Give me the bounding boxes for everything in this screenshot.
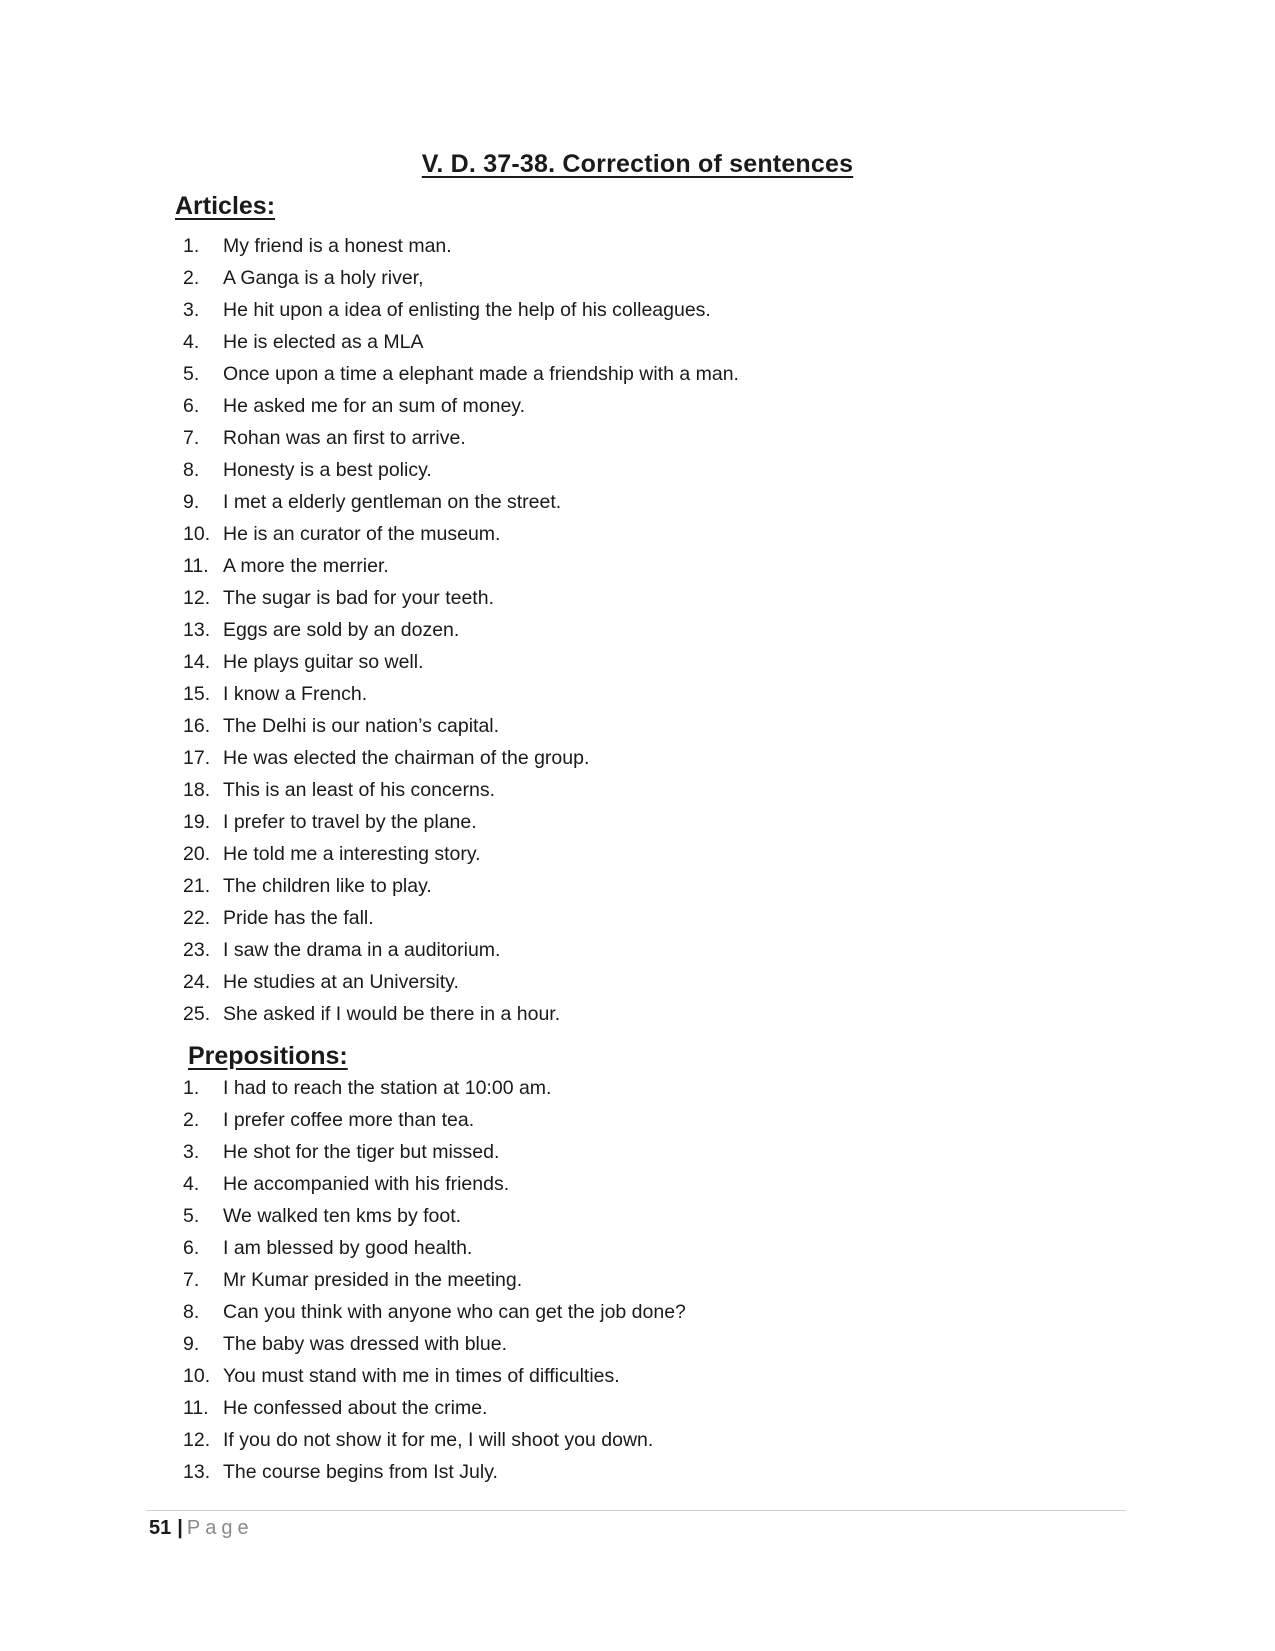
item-number: 20. bbox=[183, 843, 211, 865]
list-item bbox=[183, 934, 739, 966]
item-sentence: He asked me for an sum of money. bbox=[223, 395, 526, 417]
item-number: 3. bbox=[183, 1141, 200, 1163]
item-sentence: Once upon a time a elephant made a friendship with a man. bbox=[223, 363, 739, 385]
item-sentence: He told me a interesting story. bbox=[223, 843, 481, 865]
item-number: 6. bbox=[183, 1237, 200, 1259]
item-number: 11. bbox=[183, 555, 209, 577]
list-item bbox=[183, 1264, 686, 1296]
list-item bbox=[183, 1136, 686, 1168]
item-number: 8. bbox=[183, 1301, 200, 1323]
list-item bbox=[183, 422, 739, 454]
item-number: 7. bbox=[183, 1269, 200, 1291]
list-item bbox=[183, 1328, 686, 1360]
item-sentence: I prefer to travel by the plane. bbox=[223, 811, 477, 833]
item-sentence: I met a elderly gentleman on the street. bbox=[223, 491, 562, 513]
item-sentence: He plays guitar so well. bbox=[223, 651, 424, 673]
item-sentence: The Delhi is our nation’s capital. bbox=[223, 715, 500, 737]
list-item bbox=[183, 518, 739, 550]
item-sentence: My friend is a honest man. bbox=[223, 235, 452, 257]
item-sentence: A more the merrier. bbox=[223, 555, 389, 577]
item-number: 25. bbox=[183, 1003, 211, 1025]
item-sentence: Rohan was an first to arrive. bbox=[223, 427, 466, 449]
item-number: 22. bbox=[183, 907, 211, 929]
item-number: 17. bbox=[183, 747, 211, 769]
list-item bbox=[183, 582, 739, 614]
list-item bbox=[183, 1200, 686, 1232]
list-item bbox=[183, 550, 739, 582]
item-sentence: He shot for the tiger but missed. bbox=[223, 1141, 500, 1163]
item-sentence: This is an least of his concerns. bbox=[223, 779, 496, 801]
item-sentence: The baby was dressed with blue. bbox=[223, 1333, 507, 1355]
item-number: 23. bbox=[183, 939, 211, 961]
item-number: 10. bbox=[183, 523, 211, 545]
list-item bbox=[183, 806, 739, 838]
item-sentence: I am blessed by good health. bbox=[223, 1237, 473, 1259]
item-number: 21. bbox=[183, 875, 211, 897]
item-sentence: We walked ten kms by foot. bbox=[223, 1205, 462, 1227]
item-number: 1. bbox=[183, 1077, 200, 1099]
articles-list bbox=[183, 230, 739, 1030]
item-number: 5. bbox=[183, 363, 200, 385]
item-sentence: I saw the drama in a auditorium. bbox=[223, 939, 501, 961]
item-number: 4. bbox=[183, 1173, 200, 1195]
list-item bbox=[183, 774, 739, 806]
list-item bbox=[183, 646, 739, 678]
list-item bbox=[183, 902, 739, 934]
item-sentence: If you do not show it for me, I will shoot you down. bbox=[223, 1429, 654, 1451]
prepositions-list bbox=[183, 1072, 686, 1488]
item-number: 8. bbox=[183, 459, 200, 481]
list-item bbox=[183, 838, 739, 870]
list-item bbox=[183, 486, 739, 518]
item-number: 13. bbox=[183, 1461, 211, 1483]
item-sentence: Eggs are sold by an dozen. bbox=[223, 619, 460, 641]
item-sentence: He hit upon a idea of enlisting the help of his colleagues. bbox=[223, 299, 711, 321]
item-sentence: I prefer coffee more than tea. bbox=[223, 1109, 475, 1131]
item-number: 24. bbox=[183, 971, 211, 993]
item-sentence: You must stand with me in times of difficulties. bbox=[223, 1365, 620, 1387]
item-sentence: The course begins from Ist July. bbox=[223, 1461, 498, 1483]
prepositions-heading: Prepositions: bbox=[188, 1042, 348, 1070]
item-number: 3. bbox=[183, 299, 200, 321]
item-sentence: Honesty is a best policy. bbox=[223, 459, 432, 481]
list-item bbox=[183, 614, 739, 646]
item-sentence: He was elected the chairman of the group. bbox=[223, 747, 590, 769]
list-item bbox=[183, 358, 739, 390]
list-item bbox=[183, 742, 739, 774]
page-label: Page bbox=[186, 1517, 254, 1539]
item-number: 16. bbox=[183, 715, 211, 737]
item-number: 12. bbox=[183, 1429, 211, 1451]
list-item bbox=[183, 678, 739, 710]
articles-heading: Articles: bbox=[175, 192, 276, 220]
item-number: 13. bbox=[183, 619, 211, 641]
item-sentence: I had to reach the station at 10:00 am. bbox=[223, 1077, 552, 1099]
list-item bbox=[183, 1168, 686, 1200]
list-item bbox=[183, 230, 739, 262]
item-number: 9. bbox=[183, 491, 200, 513]
item-sentence: A Ganga is a holy river, bbox=[223, 267, 424, 289]
item-sentence: He confessed about the crime. bbox=[223, 1397, 488, 1419]
page-title: V. D. 37-38. Correction of sentences bbox=[421, 150, 854, 178]
item-number: 14. bbox=[183, 651, 211, 673]
item-number: 10. bbox=[183, 1365, 211, 1387]
item-number: 5. bbox=[183, 1205, 200, 1227]
item-number: 9. bbox=[183, 1333, 200, 1355]
item-sentence: She asked if I would be there in a hour. bbox=[223, 1003, 561, 1025]
list-item bbox=[183, 1104, 686, 1136]
page-footer bbox=[149, 1517, 254, 1540]
item-sentence: I know a French. bbox=[223, 683, 368, 705]
list-item bbox=[183, 966, 739, 998]
item-number: 6. bbox=[183, 395, 200, 417]
list-item bbox=[183, 454, 739, 486]
item-sentence: Pride has the fall. bbox=[223, 907, 374, 929]
list-item bbox=[183, 1360, 686, 1392]
list-item bbox=[183, 294, 739, 326]
item-number: 19. bbox=[183, 811, 211, 833]
item-sentence: He is an curator of the museum. bbox=[223, 523, 501, 545]
item-sentence: Can you think with anyone who can get the job done? bbox=[223, 1301, 686, 1323]
item-number: 12. bbox=[183, 587, 211, 609]
item-sentence: He is elected as a MLA bbox=[223, 331, 424, 353]
item-sentence: Mr Kumar presided in the meeting. bbox=[223, 1269, 523, 1291]
item-number: 2. bbox=[183, 1109, 200, 1131]
item-number: 11. bbox=[183, 1397, 209, 1419]
list-item bbox=[183, 1392, 686, 1424]
item-number: 18. bbox=[183, 779, 211, 801]
item-sentence: He studies at an University. bbox=[223, 971, 459, 993]
item-number: 15. bbox=[183, 683, 211, 705]
item-number: 1. bbox=[183, 235, 200, 257]
item-sentence: He accompanied with his friends. bbox=[223, 1173, 510, 1195]
list-item bbox=[183, 390, 739, 422]
list-item bbox=[183, 1424, 686, 1456]
list-item bbox=[183, 326, 739, 358]
list-item bbox=[183, 870, 739, 902]
list-item bbox=[183, 1456, 686, 1488]
list-item bbox=[183, 262, 739, 294]
page-number: 51 bbox=[149, 1517, 172, 1539]
item-number: 2. bbox=[183, 267, 200, 289]
item-number: 7. bbox=[183, 427, 200, 449]
list-item bbox=[183, 998, 739, 1030]
footer-separator: | bbox=[177, 1517, 183, 1539]
list-item bbox=[183, 1296, 686, 1328]
footer-divider bbox=[146, 1510, 1126, 1511]
list-item bbox=[183, 710, 739, 742]
item-sentence: The sugar is bad for your teeth. bbox=[223, 587, 494, 609]
list-item bbox=[183, 1072, 686, 1104]
item-sentence: The children like to play. bbox=[223, 875, 432, 897]
item-number: 4. bbox=[183, 331, 200, 353]
list-item bbox=[183, 1232, 686, 1264]
